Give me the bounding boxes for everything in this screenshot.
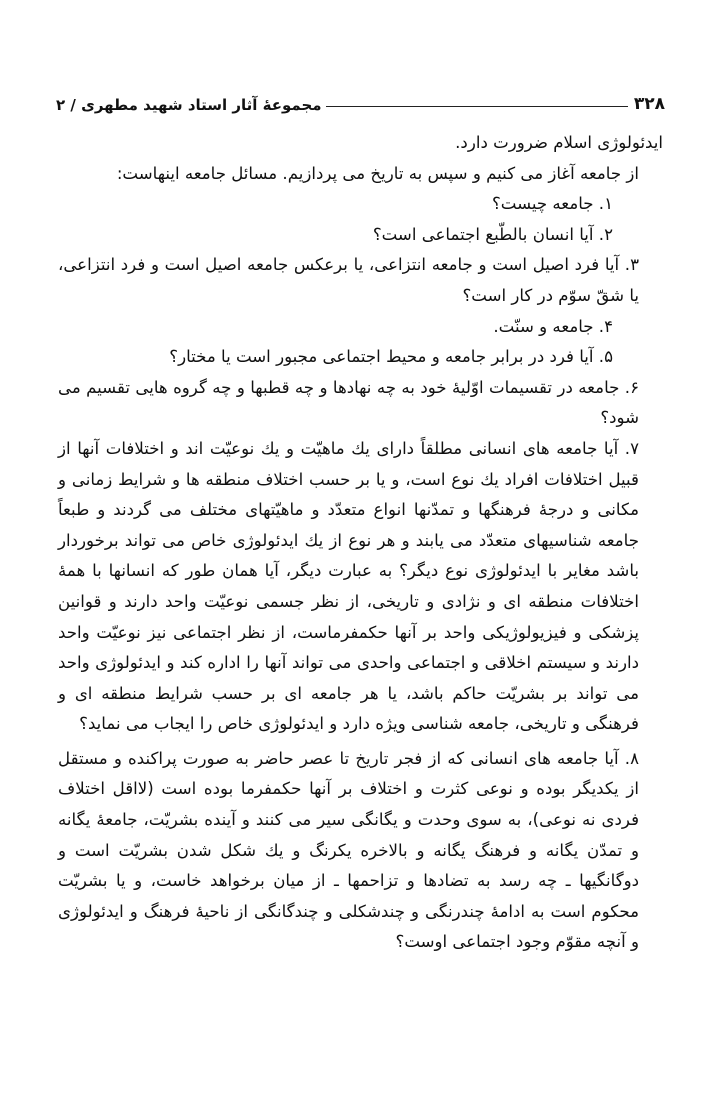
list-item: ۱. جامعه چیست؟ xyxy=(491,194,613,214)
list-item: ۷. آیا جامعه های انسانی مطلقاً دارای یك ماهیّت و یك نوعیّت اند و اختلافات آنها از قبیل اختلافات افراد یك نوع است، و یا بر حسب اختلاف منطقه ها و شرایط زمانی و مکانی و درجهٔ فرهنگها و تمدّنها انواع متعدّد و ماهیّتهای مختلف می گردند و طبعاً جامعه شناسیهای متعدّد می یابند و هر نوع از یك ایدئولوژی خاص می تواند برخوردار باشد مغایر با ایدئولوژی نوع دیگر؟ به عبارت دیگر، آیا همان طور که انسانها با همهٔ اختلافات منطقه ای و نژادی و تاریخی، از نظر جسمی نوعیّت واحد دارند و قوانین پزشکی و فیزیولوژیکی واحد بر آنها حکمفرماست، از نظر اجتماعی نیز نوعیّت واحد دارند و سیستم اخلاقی و اجتماعی واحدی می تواند آنها را اداره کند و ایدئولوژی واحد می تواند بر بشریّت حاکم باشد، یا هر جامعه ای بر حسب شرایط منطقه ای و فرهنگی و تاریخی، جامعه شناسی ویژه دارد و ایدئولوژی خاص را ایجاب می نماید؟ xyxy=(58,438,639,734)
list-item: ۲. آیا انسان بالطّبع اجتماعی است؟ xyxy=(372,224,613,244)
list-item: ۴. جامعه و سنّت. xyxy=(493,316,613,336)
list-item: ۵. آیا فرد در برابر جامعه و محیط اجتماعی مجبور است یا مختار؟ xyxy=(169,347,613,367)
list-item: ۳. آیا فرد اصیل است و جامعه انتزاعی، یا برعکس جامعه اصیل است و فرد انتزاعی، یا شقّ سوّم در کار است؟ xyxy=(58,255,639,305)
paragraph: از جامعه آغاز می کنیم و سپس به تاریخ می پردازیم. مسائل جامعه اینهاست: xyxy=(116,163,639,183)
page-header xyxy=(56,86,665,114)
body-text xyxy=(58,128,663,958)
running-title: مجموعهٔ آثار استاد شهید مطهری / ۲ xyxy=(56,96,322,114)
paragraph: ایدئولوژی اسلام ضرورت دارد. xyxy=(455,133,663,152)
header-rule xyxy=(326,106,628,107)
page-number: ۳۲۸ xyxy=(633,94,665,114)
list-item: ۶. جامعه در تقسیمات اوّلیهٔ خود به چه نهادها و چه قطبها و چه گروه هایی تقسیم می شود؟ xyxy=(58,377,639,428)
list-item: ۸. آیا جامعه های انسانی که از فجر تاریخ تا عصر حاضر به صورت پراکنده و مستقل از یکدیگر بوده و نوعی کثرت و اختلاف بر آنها حکمفرما بوده است (لااقل اختلاف فردی نه نوعی)، به سوی وحدت و یگانگی سیر می کنند و آینده بشریّت، جامعهٔ یگانه و تمدّن یگانه و فرهنگ یگانه و بالاخره یکرنگ و یك شکل شدن بشریّت است و دوگانگیها ـ چه رسد به تضادها و تزاحمها ـ از میان برخواهد خاست، و یا بشریّت محکوم است به ادامهٔ چندرنگی و چندشکلی و چندگانگی از ناحیهٔ فرهنگ و ایدئولوژی و آنچه مقوّم وجود اجتماعی اوست؟ xyxy=(58,748,639,952)
